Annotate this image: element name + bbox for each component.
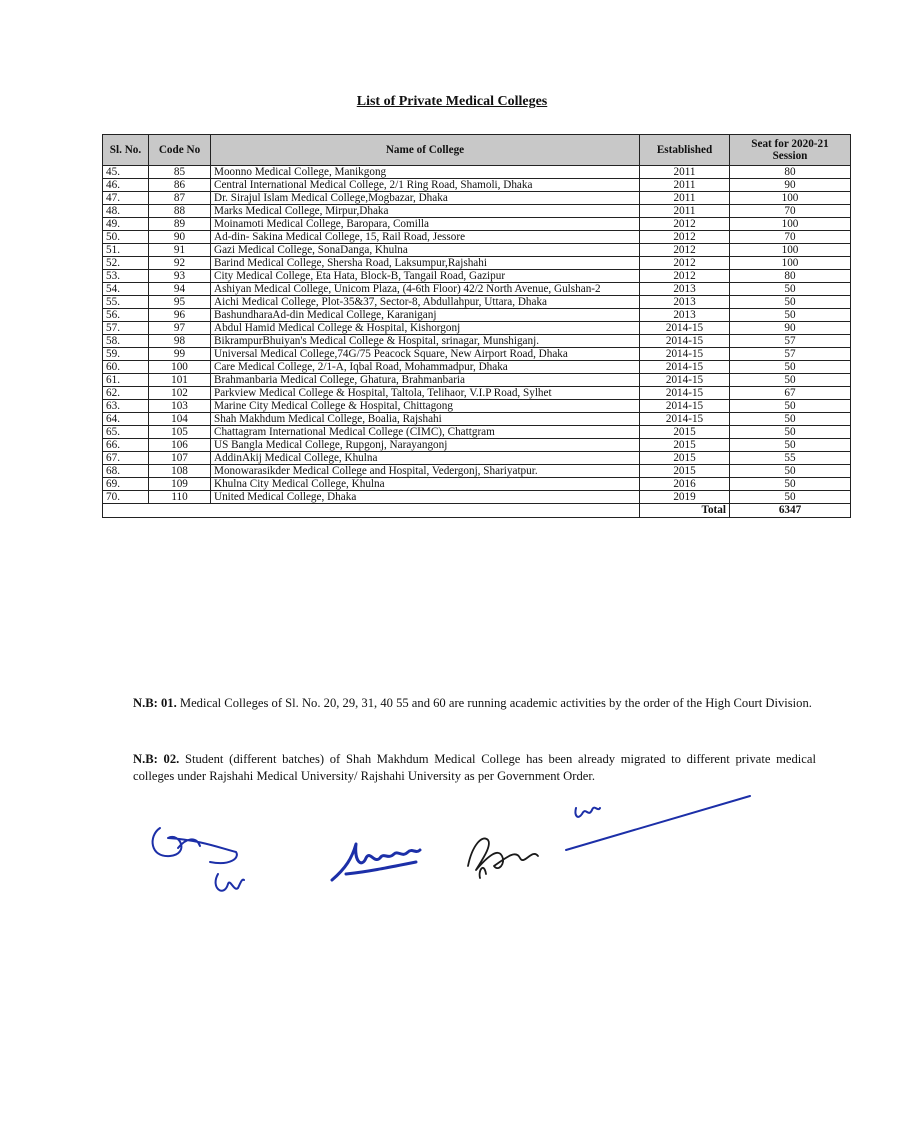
table-row xyxy=(103,465,851,478)
table-row xyxy=(103,322,851,335)
seat-cell: 80 xyxy=(730,166,851,179)
table-row xyxy=(103,283,851,296)
college-name-cell: Marine City Medical College & Hospital, Chittagong xyxy=(211,400,640,413)
seat-cell: 50 xyxy=(730,283,851,296)
table-body xyxy=(103,166,851,504)
college-name-cell: Marks Medical College, Mirpur,Dhaka xyxy=(211,205,640,218)
seat-cell: 55 xyxy=(730,452,851,465)
table-header-row xyxy=(103,135,851,166)
table-row xyxy=(103,439,851,452)
note-1 xyxy=(133,695,816,712)
table-row xyxy=(103,400,851,413)
note-2-label: N.B: 02. xyxy=(133,752,180,766)
established-cell: 2012 xyxy=(640,218,730,231)
code-cell: 94 xyxy=(149,283,211,296)
note-1-label: N.B: 01. xyxy=(133,696,177,710)
college-name-cell: Ashiyan Medical College, Unicom Plaza, (4-6th Floor) 42/2 North Avenue, Gulshan-2 xyxy=(211,283,640,296)
code-cell: 104 xyxy=(149,413,211,426)
sl-cell: 69. xyxy=(103,478,149,491)
seat-cell: 50 xyxy=(730,309,851,322)
signature-2 xyxy=(326,828,426,898)
sl-cell: 55. xyxy=(103,296,149,309)
seat-cell: 50 xyxy=(730,478,851,491)
seat-cell: 50 xyxy=(730,374,851,387)
code-cell: 85 xyxy=(149,166,211,179)
seat-cell: 57 xyxy=(730,348,851,361)
table-row xyxy=(103,387,851,400)
established-cell: 2013 xyxy=(640,296,730,309)
sl-cell: 65. xyxy=(103,426,149,439)
seat-cell: 50 xyxy=(730,413,851,426)
code-cell: 100 xyxy=(149,361,211,374)
code-cell: 97 xyxy=(149,322,211,335)
total-value: 6347 xyxy=(730,504,851,518)
sl-cell: 45. xyxy=(103,166,149,179)
college-name-cell: Khulna City Medical College, Khulna xyxy=(211,478,640,491)
total-label: Total xyxy=(640,504,730,518)
code-cell: 106 xyxy=(149,439,211,452)
sl-cell: 63. xyxy=(103,400,149,413)
established-cell: 2015 xyxy=(640,439,730,452)
established-cell: 2014-15 xyxy=(640,413,730,426)
seat-cell: 70 xyxy=(730,205,851,218)
college-name-cell: United Medical College, Dhaka xyxy=(211,491,640,504)
header-code-no: Code No xyxy=(149,135,211,166)
established-cell: 2014-15 xyxy=(640,361,730,374)
seat-cell: 57 xyxy=(730,335,851,348)
sl-cell: 49. xyxy=(103,218,149,231)
sl-cell: 62. xyxy=(103,387,149,400)
sl-cell: 54. xyxy=(103,283,149,296)
header-name-of-college: Name of College xyxy=(211,135,640,166)
seat-cell: 70 xyxy=(730,231,851,244)
established-cell: 2015 xyxy=(640,465,730,478)
code-cell: 103 xyxy=(149,400,211,413)
established-cell: 2014-15 xyxy=(640,387,730,400)
table-row xyxy=(103,244,851,257)
table-row xyxy=(103,361,851,374)
header-seat: Seat for 2020-21 Session xyxy=(730,135,851,166)
table-row xyxy=(103,491,851,504)
college-name-cell: US Bangla Medical College, Rupgonj, Narayangonj xyxy=(211,439,640,452)
college-name-cell: Moinamoti Medical College, Baropara, Comilla xyxy=(211,218,640,231)
college-name-cell: BikrampurBhuiyan's Medical College & Hospital, srinagar, Munshiganj. xyxy=(211,335,640,348)
table-row xyxy=(103,374,851,387)
sl-cell: 47. xyxy=(103,192,149,205)
college-name-cell: Parkview Medical College & Hospital, Taltola, Telihaor, V.I.P Road, Sylhet xyxy=(211,387,640,400)
sl-cell: 52. xyxy=(103,257,149,270)
table-row xyxy=(103,270,851,283)
table-row xyxy=(103,335,851,348)
established-cell: 2013 xyxy=(640,283,730,296)
established-cell: 2019 xyxy=(640,491,730,504)
established-cell: 2012 xyxy=(640,270,730,283)
code-cell: 105 xyxy=(149,426,211,439)
sl-cell: 61. xyxy=(103,374,149,387)
college-name-cell: Dr. Sirajul Islam Medical College,Mogbazar, Dhaka xyxy=(211,192,640,205)
seat-cell: 50 xyxy=(730,465,851,478)
header-established: Established xyxy=(640,135,730,166)
table-row xyxy=(103,179,851,192)
table-row xyxy=(103,452,851,465)
seat-cell: 50 xyxy=(730,296,851,309)
seat-cell: 50 xyxy=(730,439,851,452)
college-name-cell: Moonno Medical College, Manikgong xyxy=(211,166,640,179)
table-row xyxy=(103,218,851,231)
college-name-cell: Aichi Medical College, Plot-35&37, Sector-8, Abdullahpur, Uttara, Dhaka xyxy=(211,296,640,309)
seat-cell: 50 xyxy=(730,400,851,413)
code-cell: 87 xyxy=(149,192,211,205)
college-name-cell: Abdul Hamid Medical College & Hospital, Kishorgonj xyxy=(211,322,640,335)
established-cell: 2014-15 xyxy=(640,335,730,348)
total-blank-cell xyxy=(103,504,640,518)
seat-cell: 80 xyxy=(730,270,851,283)
note-2-text: Student (different batches) of Shah Makhdum Medical College has been already migrated to different private medical colleges under Rajshahi Medical University/ Rajshahi University as per Government Order. xyxy=(133,752,816,783)
code-cell: 89 xyxy=(149,218,211,231)
sl-cell: 66. xyxy=(103,439,149,452)
sl-cell: 51. xyxy=(103,244,149,257)
college-name-cell: Shah Makhdum Medical College, Boalia, Rajshahi xyxy=(211,413,640,426)
table-row xyxy=(103,426,851,439)
sl-cell: 70. xyxy=(103,491,149,504)
code-cell: 99 xyxy=(149,348,211,361)
established-cell: 2011 xyxy=(640,166,730,179)
sl-cell: 46. xyxy=(103,179,149,192)
established-cell: 2011 xyxy=(640,192,730,205)
established-cell: 2014-15 xyxy=(640,374,730,387)
college-name-cell: BashundharaAd-din Medical College, Karaniganj xyxy=(211,309,640,322)
sl-cell: 56. xyxy=(103,309,149,322)
seat-cell: 50 xyxy=(730,426,851,439)
table-row xyxy=(103,309,851,322)
code-cell: 88 xyxy=(149,205,211,218)
established-cell: 2015 xyxy=(640,452,730,465)
college-name-cell: Universal Medical College,74G/75 Peacock Square, New Airport Road, Dhaka xyxy=(211,348,640,361)
seat-cell: 50 xyxy=(730,361,851,374)
code-cell: 91 xyxy=(149,244,211,257)
code-cell: 107 xyxy=(149,452,211,465)
established-cell: 2012 xyxy=(640,257,730,270)
table-row xyxy=(103,413,851,426)
college-name-cell: Chattagram International Medical College (CIMC), Chattgram xyxy=(211,426,640,439)
sl-cell: 60. xyxy=(103,361,149,374)
code-cell: 110 xyxy=(149,491,211,504)
code-cell: 101 xyxy=(149,374,211,387)
code-cell: 109 xyxy=(149,478,211,491)
code-cell: 108 xyxy=(149,465,211,478)
established-cell: 2016 xyxy=(640,478,730,491)
colleges-table xyxy=(102,134,851,518)
sl-cell: 50. xyxy=(103,231,149,244)
table-row xyxy=(103,166,851,179)
code-cell: 95 xyxy=(149,296,211,309)
seat-cell: 100 xyxy=(730,257,851,270)
code-cell: 93 xyxy=(149,270,211,283)
table-row xyxy=(103,348,851,361)
sl-cell: 58. xyxy=(103,335,149,348)
college-name-cell: Barind Medical College, Shersha Road, Laksumpur,Rajshahi xyxy=(211,257,640,270)
college-name-cell: AddinAkij Medical College, Khulna xyxy=(211,452,640,465)
college-name-cell: Central International Medical College, 2/1 Ring Road, Shamoli, Dhaka xyxy=(211,179,640,192)
seat-cell: 67 xyxy=(730,387,851,400)
sl-cell: 53. xyxy=(103,270,149,283)
college-name-cell: City Medical College, Eta Hata, Block-B, Tangail Road, Gazipur xyxy=(211,270,640,283)
sl-cell: 64. xyxy=(103,413,149,426)
page-title: List of Private Medical Colleges xyxy=(356,94,548,109)
college-name-cell: Ad-din- Sakina Medical College, 15, Rail Road, Jessore xyxy=(211,231,640,244)
sl-cell: 59. xyxy=(103,348,149,361)
table-row xyxy=(103,192,851,205)
signature-1 xyxy=(140,818,270,908)
established-cell: 2014-15 xyxy=(640,400,730,413)
code-cell: 90 xyxy=(149,231,211,244)
established-cell: 2015 xyxy=(640,426,730,439)
table-row xyxy=(103,296,851,309)
table-row xyxy=(103,257,851,270)
table-row xyxy=(103,478,851,491)
sl-cell: 48. xyxy=(103,205,149,218)
established-cell: 2011 xyxy=(640,179,730,192)
college-name-cell: Monowarasikder Medical College and Hospital, Vedergonj, Shariyatpur. xyxy=(211,465,640,478)
code-cell: 86 xyxy=(149,179,211,192)
header-sl-no: Sl. No. xyxy=(103,135,149,166)
seat-cell: 90 xyxy=(730,322,851,335)
signature-4 xyxy=(560,790,760,860)
seat-cell: 90 xyxy=(730,179,851,192)
table-row xyxy=(103,231,851,244)
established-cell: 2012 xyxy=(640,231,730,244)
sl-cell: 67. xyxy=(103,452,149,465)
established-cell: 2011 xyxy=(640,205,730,218)
established-cell: 2014-15 xyxy=(640,348,730,361)
total-row xyxy=(103,504,851,518)
note-2 xyxy=(133,751,816,785)
table-row xyxy=(103,205,851,218)
college-name-cell: Brahmanbaria Medical College, Ghatura, Brahmanbaria xyxy=(211,374,640,387)
seat-cell: 100 xyxy=(730,218,851,231)
code-cell: 92 xyxy=(149,257,211,270)
code-cell: 98 xyxy=(149,335,211,348)
established-cell: 2014-15 xyxy=(640,322,730,335)
seat-cell: 50 xyxy=(730,491,851,504)
established-cell: 2012 xyxy=(640,244,730,257)
seat-cell: 100 xyxy=(730,244,851,257)
code-cell: 96 xyxy=(149,309,211,322)
college-name-cell: Care Medical College, 2/1-A, Iqbal Road, Mohammadpur, Dhaka xyxy=(211,361,640,374)
established-cell: 2013 xyxy=(640,309,730,322)
note-1-text: Medical Colleges of Sl. No. 20, 29, 31, 40 55 and 60 are running academic activities by the order of the High Court Division. xyxy=(179,696,812,710)
signature-3 xyxy=(458,826,548,886)
college-name-cell: Gazi Medical College, SonaDanga, Khulna xyxy=(211,244,640,257)
sl-cell: 57. xyxy=(103,322,149,335)
seat-cell: 100 xyxy=(730,192,851,205)
code-cell: 102 xyxy=(149,387,211,400)
sl-cell: 68. xyxy=(103,465,149,478)
